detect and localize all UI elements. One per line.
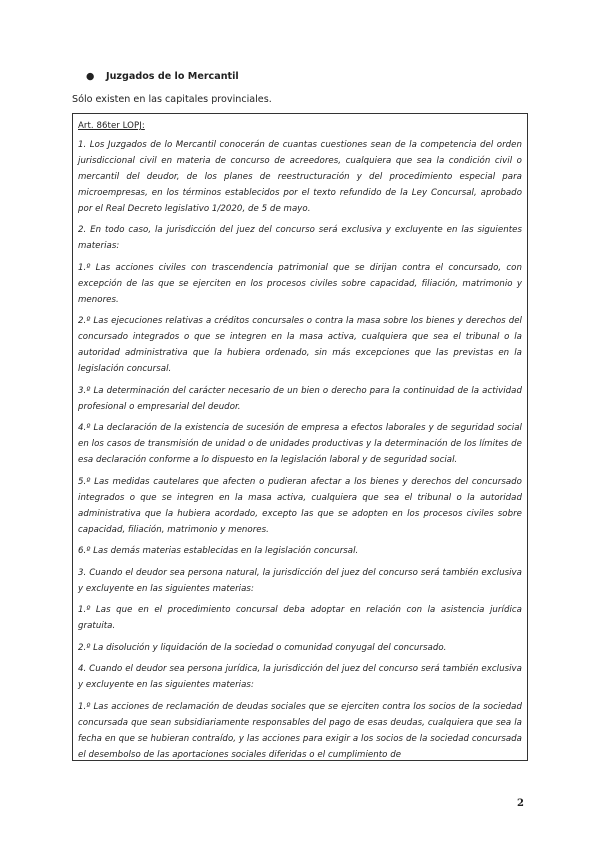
bullet-icon: ●	[86, 71, 95, 82]
article-paragraph: 2. En todo caso, la jurisdicción del juez del concurso será exclusiva y excluyente en las siguientes materias:	[78, 225, 522, 251]
page-number: 2	[517, 798, 524, 809]
intro-text: Sólo existen en las capitales provinciales.	[72, 94, 272, 105]
article-paragraph: 4. Cuando el deudor sea persona jurídica, la jurisdicción del juez del concurso será también exclusiva y excluyente en las siguientes materias:	[78, 664, 522, 690]
article-heading	[78, 118, 522, 134]
article-paragraph: 1.º Las acciones civiles con trascendencia patrimonial que se dirijan contra el concursado, con excepción de las que se ejerciten en los procesos civiles sobre capacidad, filiación, matrimonio y menores.	[78, 262, 522, 305]
article-box	[72, 113, 528, 761]
article-paragraph: 1.º Las acciones de reclamación de deudas sociales que se ejerciten contra los socios de la sociedad concursada que sean subsidiariamente responsables del pago de esas deudas, cualquiera que sea la fecha en que se hubieran contraído, y las acciones para exigir a los socios de la sociedad concursada el desembolso de las aportaciones sociales diferidas o el cumplimiento de	[78, 701, 522, 760]
article-title: Art. 86ter LOPJ	[78, 121, 142, 131]
article-paragraph: 2.º La disolución y liquidación de la sociedad o comunidad conyugal del concursado.	[78, 642, 447, 653]
article-paragraph: 1.º Las que en el procedimiento concursal deba adoptar en relación con la asistencia jurídica gratuita.	[78, 605, 522, 631]
article-paragraph: 1. Los Juzgados de lo Mercantil conocerán de cuantas cuestiones sean de la competencia del orden jurisdiccional civil en materia de concurso de acreedores, cualquiera que sea la condición civil o mercantil del deudor, de los planes de reestructuración y del procedimiento especial para microempresas, en los términos establecidos por el texto refundido de la Ley Concursal, aprobado por el Real Decreto legislativo 1/2020, de 5 de mayo.	[78, 139, 522, 214]
section-title: Juzgados de lo Mercantil	[106, 71, 239, 82]
article-paragraph: 6.º Las demás materias establecidas en la legislación concursal.	[78, 546, 359, 556]
article-colon: :	[141, 121, 145, 131]
article-paragraph: 3. Cuando el deudor sea persona natural, la jurisdicción del juez del concurso será también exclusiva y excluyente en las siguientes materias:	[78, 567, 522, 594]
article-paragraph: 4.º La declaración de la existencia de sucesión de empresa a efectos laborales y de seguridad social en los casos de transmisión de unidad o de unidades productivas y la determinación de los límites de esa declaración conforme a lo dispuesto en la legislación laboral y de seguridad social.	[78, 423, 522, 465]
article-paragraph: 2.º Las ejecuciones relativas a créditos concursales o contra la masa sobre los bienes y derechos del concursado integrados o que se integren en la masa activa, cualquiera que sea el tribunal o la autoridad administrativa que la hubiera ordenado, sin más excepciones que las previstas en la legislación concursal.	[78, 316, 522, 374]
section-heading	[86, 71, 239, 82]
article-paragraph: 5.º Las medidas cautelares que afecten o pudieran afectar a los bienes y derechos del concursado integrados o que se integren en la masa activa, cualquiera que sea el tribunal o la autoridad administrativa que la hubiera acordado, excepto las que se adopten en los procesos civiles sobre capacidad, filiación, matrimonio y menores.	[78, 476, 522, 535]
article-paragraph: 3.º La determinación del carácter necesario de un bien o derecho para la continuidad de la actividad profesional o empresarial del deudor.	[78, 385, 522, 412]
